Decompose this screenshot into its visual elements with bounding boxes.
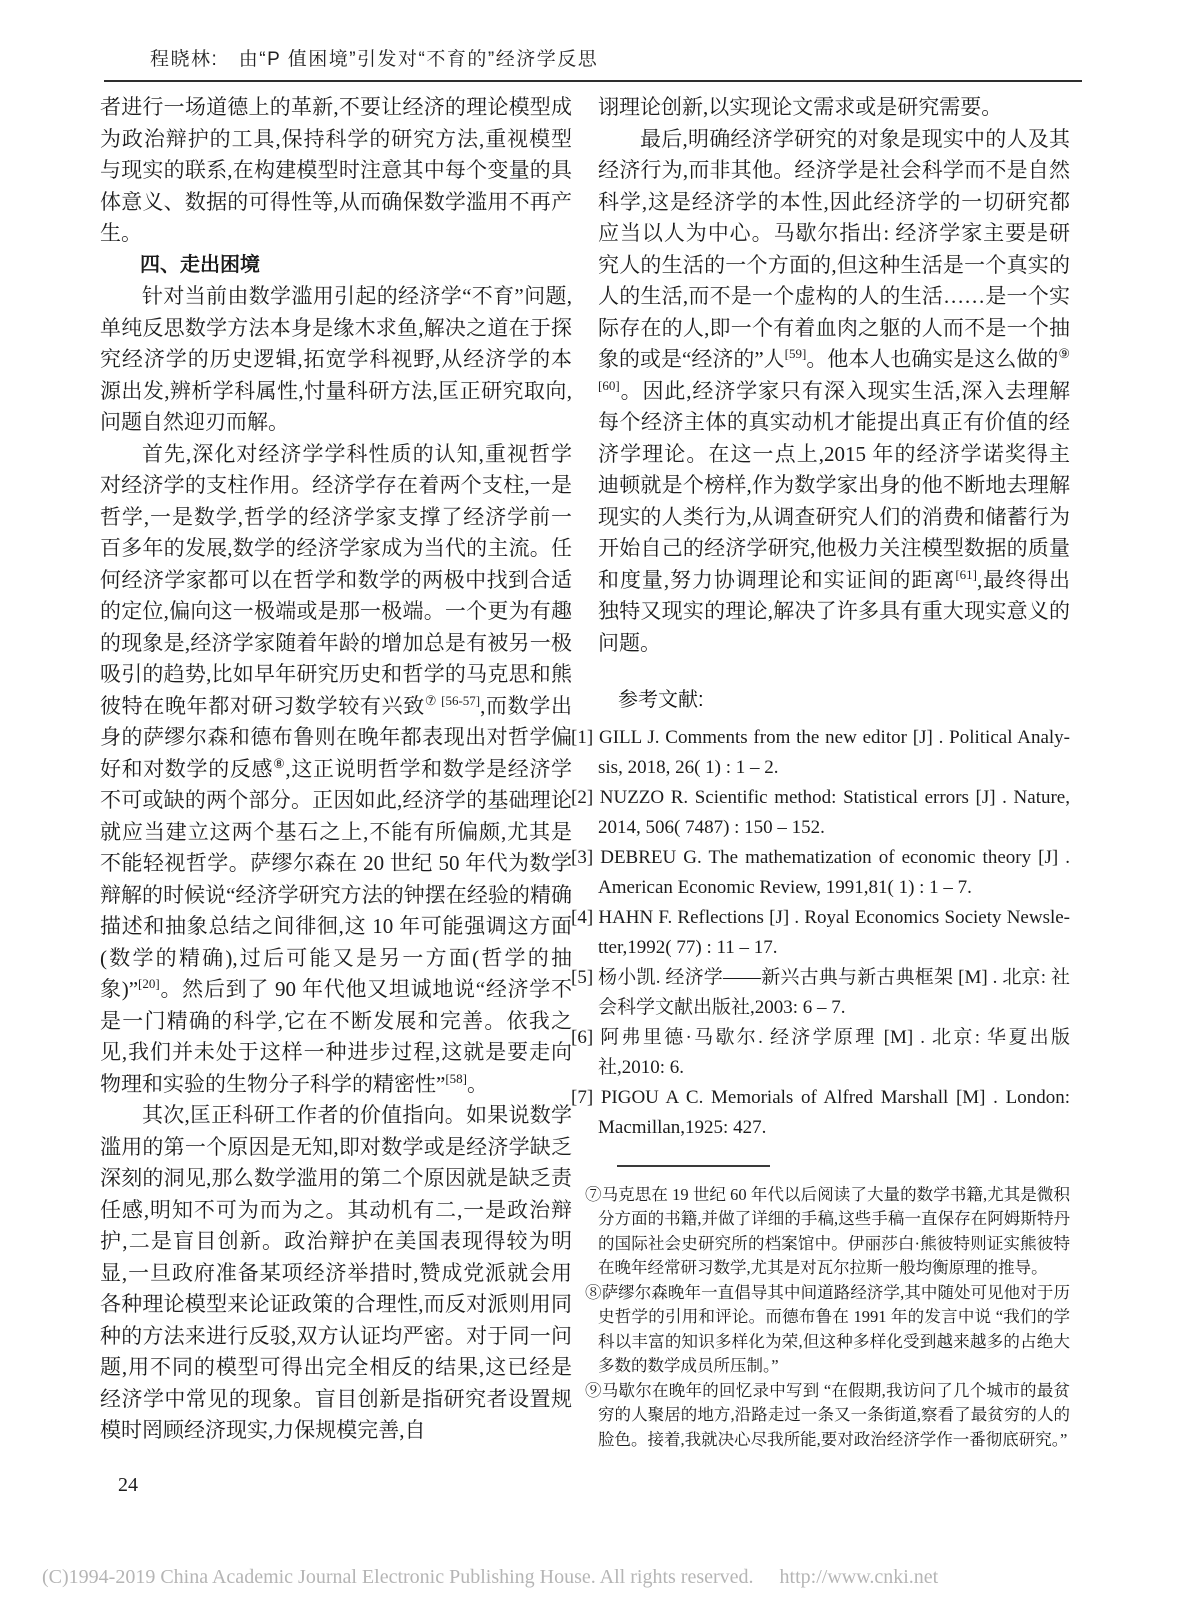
paragraph: 者进行一场道德上的革新,不要让经济的理论模型成为政治辩护的工具,保持科学的研究方法,重视模型与现实的联系,在构建模型时注意其中每个变量的具体意义、数据的可得性等,从而确保数学滥用不再产生。 bbox=[100, 95, 572, 245]
reference-list bbox=[571, 723, 1071, 1143]
footnote-item bbox=[585, 1183, 1071, 1281]
reference-text: 阿弗里德·马歇尔. 经济学原理 [M] . 北京: 华夏出版社,2010: 6. bbox=[598, 1026, 1071, 1078]
page-number: 24 bbox=[118, 1474, 138, 1496]
reference-label: [5] bbox=[571, 966, 594, 988]
reference-item bbox=[571, 1023, 1071, 1083]
paragraph: 其次,匡正科研工作者的价值指向。如果说数学滥用的第一个原因是无知,即对数学或是经济学缺乏深刻的洞见,那么数学滥用的第二个原因就是缺乏责任感,明知不可为而为之。其动机有二,一是政治辩护,二是盲目创新。政治辩护在美国表现得较为明显,一旦政府准备某项经济举措时,赞成党派就会用各种理论模型来论证政策的合理性,而反对派则用同种的方法来进行反驳,双方认证均严密。对于同一问题,用不同的模型可得出完全相反的结果,这已经是经济学中常见的现象。盲目创新是指研究者设置规模时罔顾经济现实,力保规模完善,自 bbox=[100, 1103, 572, 1442]
reference-item bbox=[571, 783, 1070, 843]
paragraph: 诩理论创新,以实现论文需求或是研究需要。 bbox=[598, 95, 1003, 119]
reference-item bbox=[571, 843, 1070, 903]
reference-label: [6] bbox=[571, 1026, 594, 1048]
footnote-list bbox=[585, 1183, 1071, 1453]
footnote-marker: ⑨ bbox=[585, 1380, 602, 1400]
reference-text: NUZZO R. Scientific method: Statistical errors [J] . Nature, 2014, 506( 7487) : 150 – 152. bbox=[598, 786, 1070, 838]
running-header-title: 程晓林: 由“P 值困境”引发对“不育的”经济学反思 bbox=[150, 49, 599, 70]
reference-label: [2] bbox=[571, 786, 594, 808]
reference-item bbox=[571, 1083, 1071, 1143]
header-rule bbox=[104, 80, 1082, 82]
reference-text: HAHN F. Reflections [J] . Royal Economics Society Newsle-tter,1992( 77) : 11 – 17. bbox=[598, 906, 1071, 958]
footnote-item bbox=[585, 1281, 1071, 1379]
reference-item bbox=[571, 903, 1071, 963]
references-heading: 参考文献: bbox=[618, 689, 704, 711]
reference-item bbox=[571, 723, 1070, 783]
reference-label: [7] bbox=[571, 1086, 594, 1108]
footnote-marker: ⑦ bbox=[585, 1184, 602, 1204]
paragraph: 针对当前由数学滥用引起的经济学“不育”问题,单纯反思数学方法本身是缘木求鱼,解决之道在于探究经济学的历史逻辑,拓宽学科视野,从经济学的本源出发,辨析学科属性,忖量科研方法,匡正研究取向,问题自然迎刃而解。 bbox=[100, 284, 572, 434]
paragraph: 最后,明确经济学研究的对象是现实中的人及其经济行为,而非其他。经济学是社会科学而不是自然科学,这是经济学的本性,因此经济学的一切研究都应当以人为中心。马歇尔指出: 经济学家主要是研究人的生活的一个方面的,但这种生活是一个真实的人的生活,而不是一个虚构的人的生活……是一个实际存在的人,即一个有着血肉之躯的人而不是一个抽象的或是“经济的”人[59]。他本人也确实是这么做的$^{⑨ [60]}$。因此,经济学家只有深入现实生活,深入去理解每个经济主体的真实动机才能提出真正有价值的经济学理论。在这一点上,2015 年的经济学诺奖得主迪顿就是个榜样,作为数学家出身的他不断地去理解现实的人类行为,从调查研究人们的消费和储蓄行为开始自己的经济学研究,他极力关注模型数据的质量和度量,努力协调理论和实证间的距离[61],最终得出独特又现实的理论,解决了许多具有重大现实意义的问题。 bbox=[598, 126, 1071, 655]
footnote-marker: ⑧ bbox=[585, 1282, 602, 1302]
footnote-text: 马克思在 19 世纪 60 年代以后阅读了大量的数学书籍,尤其是微积分方面的书籍,并做了详细的手稿,这些手稿一直保存在阿姆斯特丹的国际社会史研究所的档案馆中。伊丽莎白·熊彼特则证实熊彼特在晚年经常研习数学,尤其是对瓦尔拉斯一般均衡原理的推导。 bbox=[598, 1184, 1071, 1277]
left-column bbox=[100, 92, 572, 1447]
footnote-divider bbox=[617, 1165, 770, 1167]
footer-copyright: (C)1994-2019 China Academic Journal Electronic Publishing House. All rights reserved. bbox=[42, 1566, 754, 1588]
reference-text: 杨小凯. 经济学——新兴古典与新古典框架 [M] . 北京: 社会科学文献出版社,2003: 6 – 7. bbox=[598, 966, 1070, 1018]
page-footer bbox=[42, 1566, 1142, 1589]
reference-text: PIGOU A C. Memorials of Alfred Marshall [M] . London: Macmillan,1925: 427. bbox=[598, 1086, 1071, 1138]
reference-label: [1] bbox=[571, 726, 594, 748]
right-column bbox=[571, 92, 1071, 1452]
reference-label: [4] bbox=[571, 906, 594, 928]
paragraph: 首先,深化对经济学学科性质的认知,重视哲学对经济学的支柱作用。经济学存在着两个支柱,一是哲学,一是数学,哲学的经济学家支撑了经济学前一百多年的发展,数学的经济学家成为当代的主流。任何经济学家都可以在哲学和数学的两极中找到合适的定位,偏向这一极端或是那一极端。一个更为有趣的现象是,经济学家随着年龄的增加总是有被另一极吸引的趋势,比如早年研究历史和哲学的马克思和熊彼特在晚年都对研习数学较有兴致$^{⑦ [56-57]}$,而数学出身的萨缪尔森和德布鲁则在晚年都表现出对哲学偏好和对数学的反感⑧,这正说明哲学和数学是经济学不可或缺的两个部分。正因如此,经济学的基础理论就应当建立这两个基石之上,不能有所偏颇,尤其是不能轻视哲学。萨缪尔森在 20 世纪 50 年代为数学辩解的时候说“经济学研究方法的钟摆在经验的精确描述和抽象总结之间徘徊,这 10 年可能强调这方面(数学的精确),过后可能又是另一方面(哲学的抽象)”[20]。然后到了 90 年代他又坦诚地说“经济学不是一门精确的科学,它在不断发展和完善。依我之见,我们并未处于这样一种进步过程,这就是要走向物理和实验的生物分子科学的精密性”[58]。 bbox=[100, 441, 572, 1096]
reference-text: GILL J. Comments from the new editor [J] . Political Analy-sis, 2018, 26( 1) : 1 – 2. bbox=[598, 726, 1070, 778]
footnote-text: 萨缪尔森晚年一直倡导其中间道路经济学,其中随处可见他对于历史哲学的引用和评论。而德布鲁在 1991 年的发言中说 “我们的学科以丰富的知识多样化为荣,但这种多样化受到越来越多的占绝大多数的数学成员所压制。” bbox=[598, 1282, 1071, 1375]
footnote-item bbox=[585, 1379, 1070, 1453]
footnote-text: 马歇尔在晚年的回忆录中写到 “在假期,我访问了几个城市的最贫穷的人聚居的地方,沿路走过一条又一条街道,察看了最贫穷的人的脸色。接着,我就决心尽我所能,要对政治经济学作一番彻底研究。” bbox=[598, 1380, 1070, 1449]
reference-label: [3] bbox=[571, 846, 594, 868]
reference-item bbox=[571, 963, 1070, 1023]
section-heading: 四、走出困境 bbox=[140, 253, 260, 276]
footer-url: http://www.cnki.net bbox=[779, 1566, 939, 1588]
reference-text: DEBREU G. The mathematization of economic theory [J] . American Economic Review, 1991,81( 1) : 1 – 7. bbox=[598, 846, 1070, 898]
